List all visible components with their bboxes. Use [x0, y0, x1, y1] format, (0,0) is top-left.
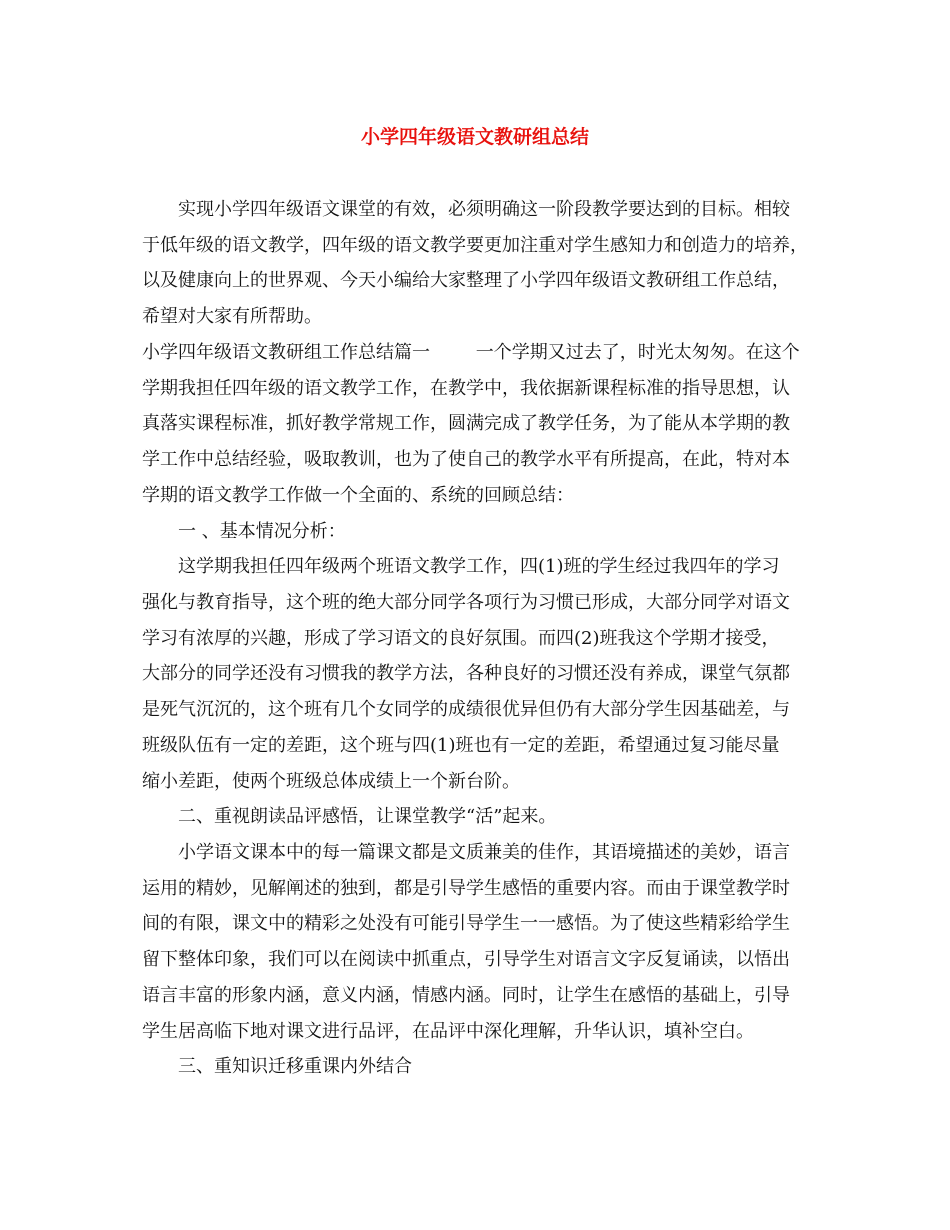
section-heading: 三、重知识迁移重课内外结合	[178, 1056, 412, 1077]
document-title: 小学四年级语文教研组总结	[360, 126, 589, 148]
paragraph-line: 强化与教育指导，这个班的绝大部分同学各项行为习惯已形成，大部分同学对语文	[142, 592, 790, 613]
paragraph-line: 小学语文课本中的每一篇课文都是文质兼美的佳作，其语境描述的美妙，语言	[178, 842, 790, 863]
paragraph-line: 缩小差距，使两个班级总体成绩上一个新台阶。	[142, 771, 520, 792]
paragraph-line: 于低年级的语文教学，四年级的语文教学要更加注重对学生感知力和创造力的培养，	[142, 235, 808, 256]
paragraph-line: 班级队伍有一定的差距，这个班与四(1)班也有一定的差距，希望通过复习能尽量	[142, 735, 780, 756]
section-heading: 二、重视朗读品评感悟，让课堂教学“活”起来。	[178, 806, 557, 827]
paragraph-line: 运用的精妙，见解阐述的独到，都是引导学生感悟的重要内容。而由于课堂教学时	[142, 878, 790, 899]
paragraph-line: 学期我担任四年级的语文教学工作，在教学中，我依据新课程标准的指导思想，认	[142, 378, 790, 399]
paragraph-line: 学工作中总结经验，吸取教训，也为了使自己的教学水平有所提高，在此，特对本	[142, 449, 790, 470]
paragraph-line: 学习有浓厚的兴趣，形成了学习语文的良好氛围。而四(2)班我这个学期才接受，	[142, 628, 780, 649]
paragraph-line: 大部分的同学还没有习惯我的教学方法，各种良好的习惯还没有养成，课堂气氛都	[142, 663, 790, 684]
paragraph-line: 间的有限，课文中的精彩之处没有可能引导学生一一感悟。为了使这些精彩给学生	[142, 913, 790, 934]
paragraph-line: 小学四年级语文教研组工作总结篇一 一个学期又过去了，时光太匆匆。在这个	[142, 342, 800, 363]
paragraph-line: 是死气沉沉的，这个班有几个女同学的成绩很优异但仍有大部分学生因基础差，与	[142, 699, 790, 720]
paragraph-line: 希望对大家有所帮助。	[142, 306, 322, 327]
paragraph-line: 学生居高临下地对课文进行品评，在品评中深化理解，升华认识，填补空白。	[142, 1021, 754, 1042]
paragraph-line: 这学期我担任四年级两个班语文教学工作，四(1)班的学生经过我四年的学习	[178, 556, 780, 577]
paragraph-line: 语言丰富的形象内涵，意义内涵，情感内涵。同时，让学生在感悟的基础上，引导	[142, 985, 790, 1006]
paragraph-line: 实现小学四年级语文课堂的有效，必须明确这一阶段教学要达到的目标。相较	[178, 199, 790, 220]
paragraph-line: 以及健康向上的世界观、今天小编给大家整理了小学四年级语文教研组工作总结，	[142, 270, 790, 291]
paragraph-line: 学期的语文教学工作做一个全面的、系统的回顾总结：	[142, 485, 574, 506]
paragraph-line: 真落实课程标准，抓好教学常规工作，圆满完成了教学任务，为了能从本学期的教	[142, 413, 790, 434]
section-heading: 一 、基本情况分析：	[178, 521, 346, 542]
paragraph-line: 留下整体印象，我们可以在阅读中抓重点，引导学生对语言文字反复诵读，以悟出	[142, 949, 790, 970]
